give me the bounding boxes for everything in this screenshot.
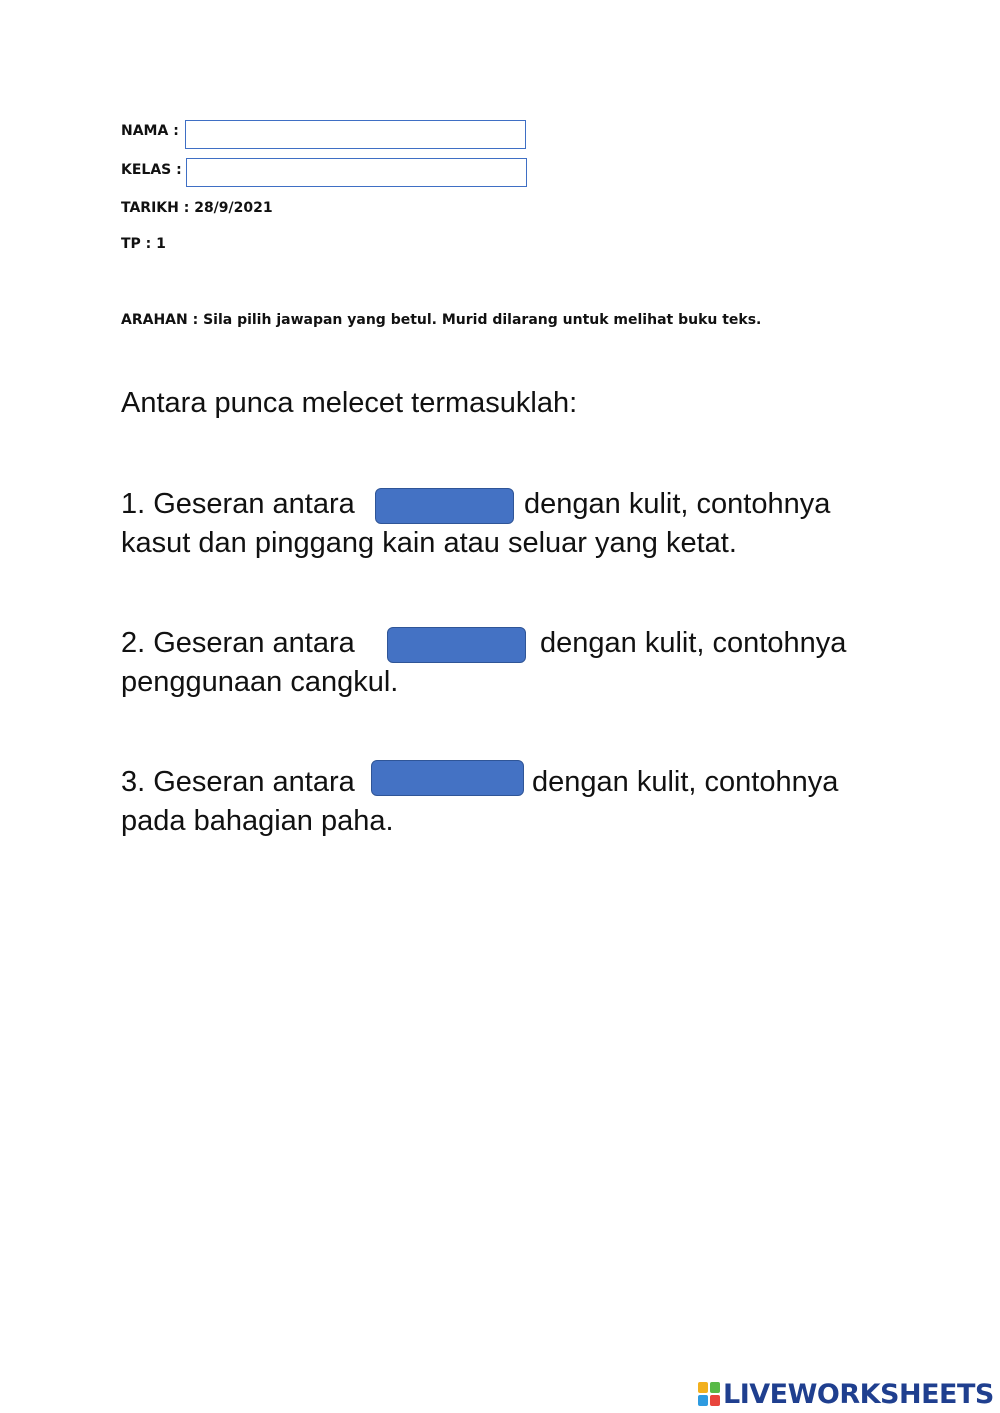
liveworksheets-logo-text: LIVEWORKSHEETS xyxy=(723,1378,994,1410)
arahan-instructions: ARAHAN : Sila pilih jawapan yang betul. Murid dilarang untuk melihat buku teks. xyxy=(121,312,762,328)
question-3-text-line2: pada bahagian paha. xyxy=(121,805,394,837)
question-3-answer-blank[interactable] xyxy=(371,760,524,796)
tarikh-text: TARIKH : 28/9/2021 xyxy=(121,200,273,216)
question-2-text-before: 2. Geseran antara xyxy=(121,627,355,659)
question-2-answer-blank[interactable] xyxy=(387,627,526,663)
kelas-input[interactable] xyxy=(186,158,527,187)
liveworksheets-logo xyxy=(697,1378,994,1410)
intro-text: Antara punca melecet termasuklah: xyxy=(121,387,578,419)
question-3-text-before: 3. Geseran antara xyxy=(121,766,355,798)
question-3-text-after: dengan kulit, contohnya xyxy=(532,766,839,798)
kelas-label: KELAS : xyxy=(121,162,182,178)
question-1-text-line2: kasut dan pinggang kain atau seluar yang ketat. xyxy=(121,527,737,559)
liveworksheets-logo-icon xyxy=(697,1381,721,1407)
nama-label: NAMA : xyxy=(121,123,179,139)
question-1-answer-blank[interactable] xyxy=(375,488,514,524)
question-2-text-after: dengan kulit, contohnya xyxy=(540,627,847,659)
tp-text: TP : 1 xyxy=(121,236,166,252)
nama-input[interactable] xyxy=(185,120,526,149)
question-1-text-before: 1. Geseran antara xyxy=(121,488,355,520)
question-2-text-line2: penggunaan cangkul. xyxy=(121,666,399,698)
question-1-text-after: dengan kulit, contohnya xyxy=(524,488,831,520)
